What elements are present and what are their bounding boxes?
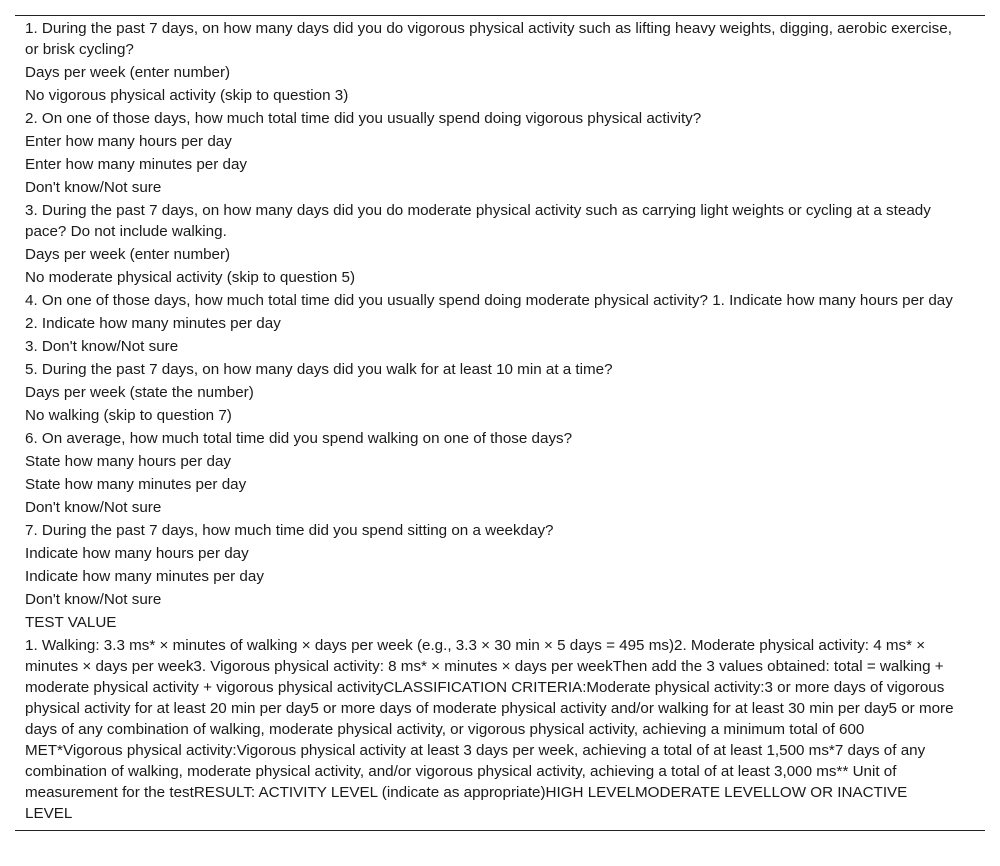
q2-option-hours: Enter how many hours per day xyxy=(25,133,232,150)
q7-text: 7. During the past 7 days, how much time did you spend sitting on a weekday? xyxy=(25,522,554,539)
q5-option-none: No walking (skip to question 7) xyxy=(25,407,232,424)
q4-text: 4. On one of those days, how much total time did you usually spend doing moderate physical activity? 1. Indicate how many hours per day xyxy=(25,292,953,309)
q3-text: 3. During the past 7 days, on how many days did you do moderate physical activity such as carrying light weights or cycling at a steady pace? Do not include walking. xyxy=(25,202,931,240)
q7-option-minutes: Indicate how many minutes per day xyxy=(25,568,264,585)
questionnaire-table xyxy=(15,15,985,831)
q1-text: 1. During the past 7 days, on how many days did you do vigorous physical activity such as lifting heavy weights, digging, aerobic exercise, or brisk cycling? xyxy=(25,20,952,58)
q1-option-days: Days per week (enter number) xyxy=(25,64,231,81)
q5-option-days: Days per week (state the number) xyxy=(25,384,254,401)
q3-option-days: Days per week (enter number) xyxy=(25,246,231,263)
q4-option-unsure: 3. Don't know/Not sure xyxy=(25,338,179,355)
q6-option-hours: State how many hours per day xyxy=(25,453,231,470)
table-body xyxy=(15,16,985,830)
q7-option-hours: Indicate how many hours per day xyxy=(25,545,249,562)
q6-option-unsure: Don't know/Not sure xyxy=(25,499,162,516)
q2-text: 2. On one of those days, how much total time did you usually spend doing vigorous physical activity? xyxy=(25,110,702,127)
q5-text: 5. During the past 7 days, on how many days did you walk for at least 10 min at a time? xyxy=(25,361,613,378)
scoring-criteria-text: 1. Walking: 3.3 ms* × minutes of walking × days per week (e.g., 3.3 × 30 min × 5 days = 495 ms)2. Moderate physical activity: 4 ms* × minutes × days per week3. Vigorous physical activity: 8 ms* × minutes × days per weekThen add the 3 values obtained: total = walking + moderate physical activity + vigorous physical activityCLASSIFICATION CRITERIA:Moderate physical activity:3 or more days of vigorous physical activity for at least 20 min per day5 or more days of moderate physical activity and/or walking for at least 30 min per day5 or more days of any combination of walking, moderate physical activity, or vigorous physical activity, achieving a minimum total of 600 MET*Vigorous physical activity:Vigorous physical activity at least 3 days per week, achieving a total of at least 1,500 ms*7 days of any combination of walking, moderate physical activity, and/or vigorous physical activity, achieving a total of at least 3,000 ms** Unit of measurement for the testRESULT: ACTIVITY LEVEL (indicate as appropriate)HIGH LEVELMODERATE LEVELLOW OR INACTIVE LEVEL xyxy=(25,637,954,822)
q4-option-minutes: 2. Indicate how many minutes per day xyxy=(25,315,281,332)
q2-option-unsure: Don't know/Not sure xyxy=(25,179,162,196)
q7-option-unsure: Don't know/Not sure xyxy=(25,591,162,608)
q6-text: 6. On average, how much total time did you spend walking on one of those days? xyxy=(25,430,573,447)
q1-option-none: No vigorous physical activity (skip to question 3) xyxy=(25,87,349,104)
q2-option-minutes: Enter how many minutes per day xyxy=(25,156,248,173)
q6-option-minutes: State how many minutes per day xyxy=(25,476,247,493)
test-value-heading: TEST VALUE xyxy=(25,614,117,631)
q3-option-none: No moderate physical activity (skip to question 5) xyxy=(25,269,356,286)
